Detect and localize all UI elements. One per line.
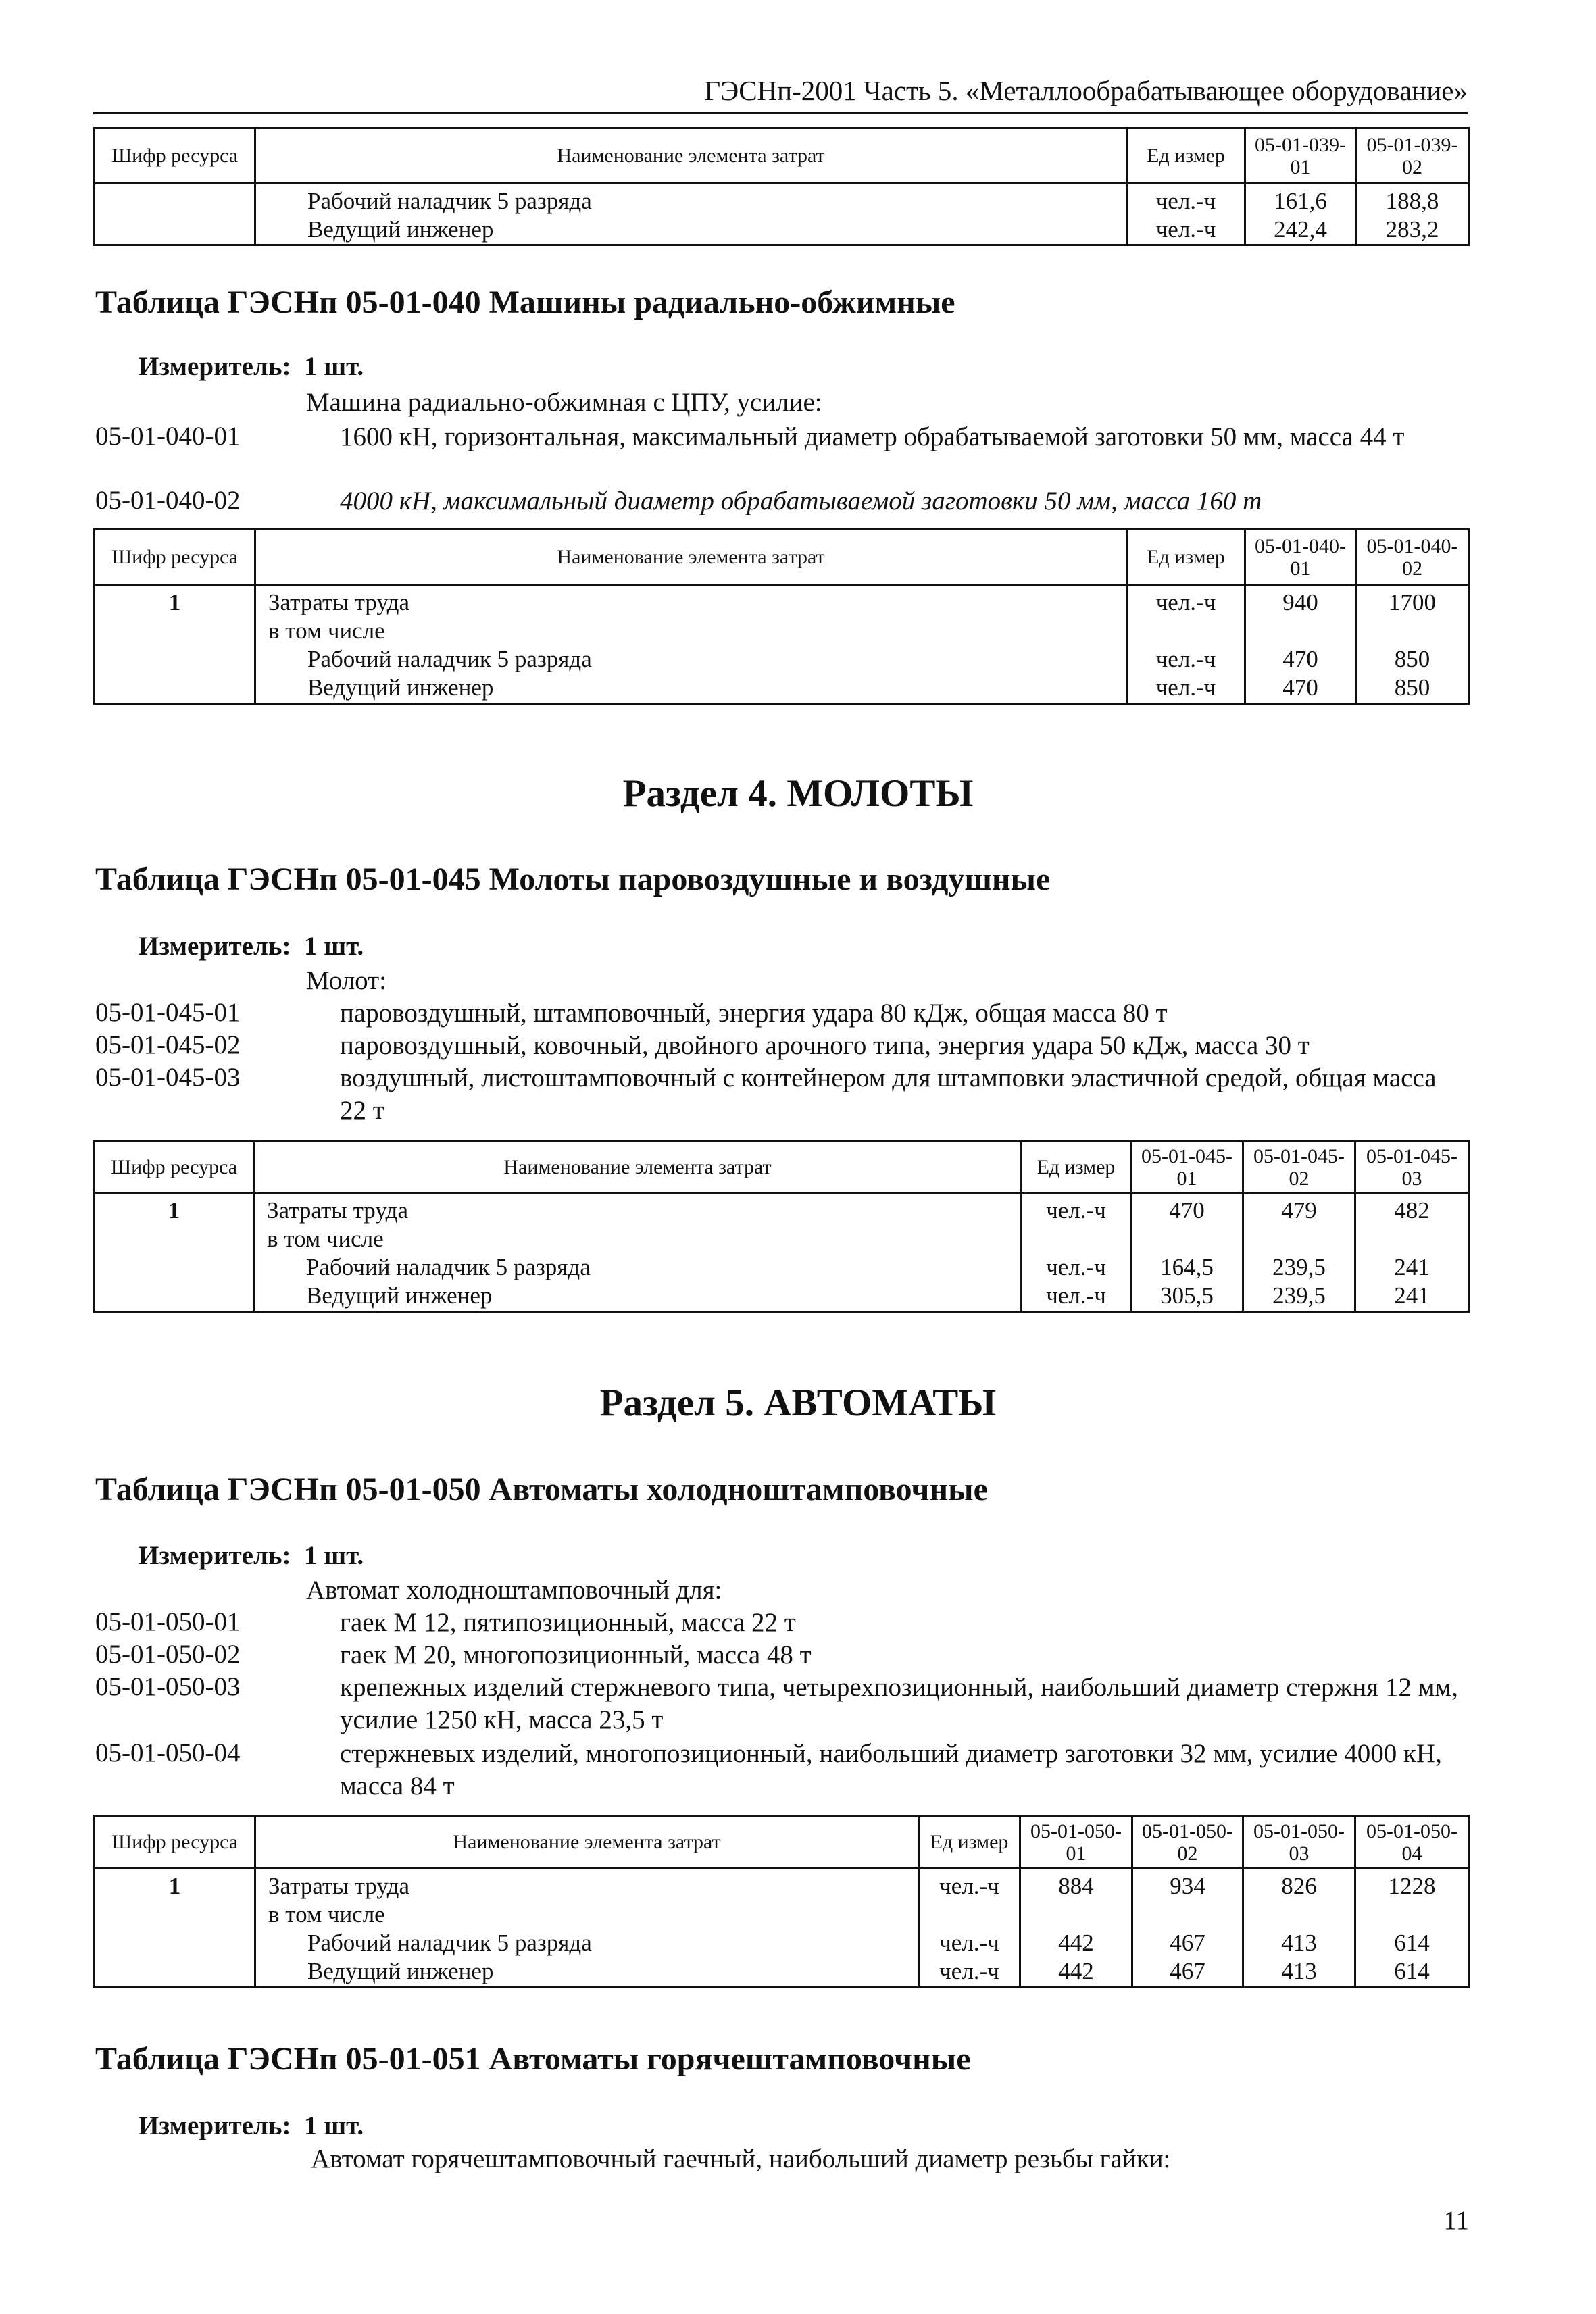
row-value: 164,5 xyxy=(1160,1254,1214,1280)
meter-051 xyxy=(139,2111,364,2141)
table-045 xyxy=(93,1140,1470,1313)
row-name: Ведущий инженер xyxy=(307,674,494,701)
intro-045: Молот: xyxy=(306,966,387,995)
row-unit xyxy=(1132,617,1240,645)
col-header-045-02: 05-01-045-02 xyxy=(1243,1142,1355,1193)
table-051-title: Таблица ГЭСНп 05-01-051 Автоматы горячештамповочные xyxy=(95,2041,971,2077)
table-cell-units xyxy=(919,1869,1020,1988)
col-header-040-01: 05-01-040-01 xyxy=(1245,530,1356,585)
table-cell-code xyxy=(95,184,255,245)
meter-value: 1 шт. xyxy=(303,352,364,381)
page-number: 11 xyxy=(1443,2206,1469,2235)
col-header-050-04: 05-01-050-04 xyxy=(1355,1816,1469,1869)
meter-label: Измеритель: xyxy=(139,932,291,961)
item-text: гаек М 12, пятипозиционный, масса 22 т xyxy=(340,1608,796,1637)
row-value: 305,5 xyxy=(1160,1282,1214,1309)
col-header-unit: Ед измер xyxy=(919,1816,1020,1869)
table-cell-names xyxy=(255,184,1127,245)
row-unit: чел.-ч xyxy=(1155,589,1216,615)
running-header: ГЭСНп-2001 Часть 5. «Металлообрабатывающее оборудование» xyxy=(704,75,1468,106)
table-050 xyxy=(93,1815,1470,1988)
row-name: в том числе xyxy=(268,618,385,644)
row-unit: чел.-ч xyxy=(939,1958,999,1984)
section-4-title: Раздел 4. МОЛОТЫ xyxy=(622,772,974,815)
row-value: 884 xyxy=(1058,1873,1094,1899)
row-value: 283,2 xyxy=(1385,216,1439,243)
col-header-unit: Ед измер xyxy=(1022,1142,1131,1193)
meter-label: Измеритель: xyxy=(139,1541,291,1570)
table-cell-units xyxy=(1127,184,1245,245)
row-name: в том числе xyxy=(268,1901,385,1928)
item-text: 1600 кН, горизонтальная, максимальный диаметр обрабатываемой заготовки 50 мм, масса 44 т xyxy=(340,422,1405,451)
row-value: 826 xyxy=(1281,1873,1317,1899)
row-value: 161,6 xyxy=(1274,188,1327,214)
row-value xyxy=(1137,1901,1238,1929)
row-value xyxy=(1248,1225,1350,1253)
item-text: гаек М 20, многопозиционный, масса 48 т xyxy=(340,1640,812,1669)
row-value: 470 xyxy=(1282,674,1318,701)
item-text: крепежных изделий стержневого типа, четырехпозиционный, наибольший диаметр стержня 12 мм, усилие 1250 кН, масса 23,5 т xyxy=(340,1673,1458,1734)
col-header-name: Наименование элемента затрат xyxy=(255,128,1127,184)
row-name: Рабочий наладчик 5 разряда xyxy=(306,1254,591,1280)
row-name: Рабочий наладчик 5 разряда xyxy=(307,646,592,672)
item-code: 05-01-040-02 xyxy=(95,486,241,515)
col-header-code: Шифр ресурса xyxy=(95,1816,255,1869)
meter-050 xyxy=(139,1540,364,1571)
row-value: 479 xyxy=(1281,1197,1317,1224)
meter-value: 1 шт. xyxy=(303,932,364,961)
row-value: 242,4 xyxy=(1274,216,1327,243)
col-header-040-02: 05-01-040-02 xyxy=(1356,530,1469,585)
row-value: 940 xyxy=(1282,589,1318,615)
row-code: 1 xyxy=(168,1873,181,1899)
row-unit: чел.-ч xyxy=(1155,188,1216,214)
intro-051: Автомат горячештамповочный гаечный, наибольший диаметр резьбы гайки: xyxy=(311,2144,1171,2173)
row-name: Ведущий инженер xyxy=(307,216,494,243)
table-cell-values xyxy=(1243,1869,1355,1988)
col-header-name: Наименование элемента затрат xyxy=(254,1142,1022,1193)
col-header-039-02: 05-01-039-02 xyxy=(1356,128,1469,184)
item-code: 05-01-045-02 xyxy=(95,1030,241,1059)
table-cell-names xyxy=(255,1869,919,1988)
table-cell-values xyxy=(1355,1869,1469,1988)
row-value xyxy=(1250,617,1351,645)
table-cell-names xyxy=(254,1193,1022,1312)
meter-value: 1 шт. xyxy=(303,2111,364,2140)
table-cell-values xyxy=(1132,1869,1243,1988)
row-value: 614 xyxy=(1394,1930,1430,1956)
item-text: 4000 кН, максимальный диаметр обрабатываемой заготовки 50 мм, масса 160 т xyxy=(340,486,1262,515)
table-040-title: Таблица ГЭСНп 05-01-040 Машины радиально-обжимные xyxy=(95,284,955,320)
row-value: 188,8 xyxy=(1385,188,1439,214)
col-header-050-02: 05-01-050-02 xyxy=(1132,1816,1243,1869)
table-039 xyxy=(93,127,1470,246)
row-value: 442 xyxy=(1058,1930,1094,1956)
row-unit: чел.-ч xyxy=(1155,216,1216,243)
meter-value: 1 шт. xyxy=(303,1541,364,1570)
meter-label: Измеритель: xyxy=(139,2111,291,2140)
row-name: в том числе xyxy=(267,1226,384,1252)
row-unit: чел.-ч xyxy=(1155,646,1216,672)
table-cell-code xyxy=(95,1193,254,1312)
table-cell-values xyxy=(1131,1193,1243,1312)
row-name: Затраты труда xyxy=(267,1197,408,1224)
row-value: 934 xyxy=(1170,1873,1205,1899)
row-value xyxy=(1360,1901,1464,1929)
row-value: 614 xyxy=(1394,1958,1430,1984)
item-text: воздушный, листоштамповочный с контейнером для штамповки эластичной средой, общая масса 22 т xyxy=(340,1063,1437,1125)
row-value xyxy=(1136,1225,1238,1253)
row-name: Затраты труда xyxy=(268,589,409,615)
table-cell-values xyxy=(1356,585,1469,704)
table-cell-code xyxy=(95,585,255,704)
row-value: 442 xyxy=(1058,1958,1094,1984)
table-050-title: Таблица ГЭСНп 05-01-050 Автоматы холодноштамповочные xyxy=(95,1472,988,1507)
row-value xyxy=(1025,1901,1127,1929)
row-value: 239,5 xyxy=(1272,1282,1326,1309)
col-header-name: Наименование элемента затрат xyxy=(255,1816,919,1869)
row-code: 1 xyxy=(168,1197,180,1224)
table-cell-values xyxy=(1356,184,1469,245)
row-value: 470 xyxy=(1282,646,1318,672)
item-text: паровоздушный, ковочный, двойного арочного типа, энергия удара 50 кДж, масса 30 т xyxy=(340,1031,1310,1060)
row-value: 413 xyxy=(1281,1930,1317,1956)
item-code: 05-01-040-01 xyxy=(95,422,241,451)
table-cell-values xyxy=(1020,1869,1132,1988)
item-code: 05-01-050-02 xyxy=(95,1640,241,1669)
row-code: 1 xyxy=(168,589,181,615)
row-unit xyxy=(1026,1225,1126,1253)
row-value xyxy=(1360,1225,1464,1253)
row-unit: чел.-ч xyxy=(1046,1197,1106,1224)
row-value xyxy=(1248,1901,1350,1929)
row-value: 1700 xyxy=(1389,589,1436,615)
row-value xyxy=(1361,617,1464,645)
row-value: 850 xyxy=(1394,646,1430,672)
row-unit: чел.-ч xyxy=(1155,674,1216,701)
col-header-code: Шифр ресурса xyxy=(95,530,255,585)
meter-label: Измеритель: xyxy=(139,352,291,381)
row-value: 467 xyxy=(1170,1958,1205,1984)
item-code: 05-01-050-04 xyxy=(95,1738,241,1767)
row-value: 239,5 xyxy=(1272,1254,1326,1280)
col-header-code: Шифр ресурса xyxy=(95,1142,254,1193)
item-code: 05-01-050-03 xyxy=(95,1672,241,1701)
section-5-title: Раздел 5. АВТОМАТЫ xyxy=(599,1382,997,1424)
col-header-unit: Ед измер xyxy=(1127,128,1245,184)
table-cell-values xyxy=(1355,1193,1469,1312)
row-value: 467 xyxy=(1170,1930,1205,1956)
col-header-050-03: 05-01-050-03 xyxy=(1243,1816,1355,1869)
item-text: стержневых изделий, многопозиционный, наибольший диаметр заготовки 32 мм, усилие 4000 кН, масса 84 т xyxy=(340,1739,1442,1801)
item-code: 05-01-045-01 xyxy=(95,998,241,1027)
row-name: Рабочий наладчик 5 разряда xyxy=(307,1930,592,1956)
row-value: 850 xyxy=(1394,674,1430,701)
intro-050: Автомат холодноштамповочный для: xyxy=(306,1576,722,1605)
table-cell-units xyxy=(1127,585,1245,704)
row-value: 241 xyxy=(1394,1282,1430,1309)
intro-040: Машина радиально-обжимная с ЦПУ, усилие: xyxy=(306,388,822,417)
col-header-045-03: 05-01-045-03 xyxy=(1355,1142,1469,1193)
item-code: 05-01-050-01 xyxy=(95,1607,241,1636)
meter-040 xyxy=(139,351,364,382)
row-unit: чел.-ч xyxy=(939,1873,999,1899)
col-header-039-01: 05-01-039-01 xyxy=(1245,128,1356,184)
table-cell-names xyxy=(255,585,1127,704)
col-header-name: Наименование элемента затрат xyxy=(255,530,1127,585)
table-cell-code xyxy=(95,1869,255,1988)
table-045-title: Таблица ГЭСНп 05-01-045 Молоты паровоздушные и воздушные xyxy=(95,861,1051,897)
row-name: Ведущий инженер xyxy=(307,1958,494,1984)
row-value: 241 xyxy=(1394,1254,1430,1280)
row-name: Рабочий наладчик 5 разряда xyxy=(307,188,592,214)
row-name: Затраты труда xyxy=(268,1873,409,1899)
table-cell-values xyxy=(1245,585,1356,704)
row-unit: чел.-ч xyxy=(1046,1282,1106,1309)
row-unit xyxy=(924,1901,1015,1929)
row-unit: чел.-ч xyxy=(1046,1254,1106,1280)
table-cell-units xyxy=(1022,1193,1131,1312)
table-cell-values xyxy=(1243,1193,1355,1312)
row-value: 1228 xyxy=(1388,1873,1436,1899)
row-value: 482 xyxy=(1394,1197,1430,1224)
row-unit: чел.-ч xyxy=(939,1930,999,1956)
col-header-050-01: 05-01-050-01 xyxy=(1020,1816,1132,1869)
row-value: 413 xyxy=(1281,1958,1317,1984)
table-040 xyxy=(93,528,1470,705)
row-value: 470 xyxy=(1169,1197,1205,1224)
col-header-code: Шифр ресурса xyxy=(95,128,255,184)
col-header-045-01: 05-01-045-01 xyxy=(1131,1142,1243,1193)
table-cell-values xyxy=(1245,184,1356,245)
header-rule xyxy=(93,112,1468,114)
item-text: паровоздушный, штамповочный, энергия удара 80 кДж, общая масса 80 т xyxy=(340,999,1168,1028)
row-name: Ведущий инженер xyxy=(306,1282,493,1309)
item-code: 05-01-045-03 xyxy=(95,1063,241,1092)
col-header-unit: Ед измер xyxy=(1127,530,1245,585)
meter-045 xyxy=(139,931,364,961)
